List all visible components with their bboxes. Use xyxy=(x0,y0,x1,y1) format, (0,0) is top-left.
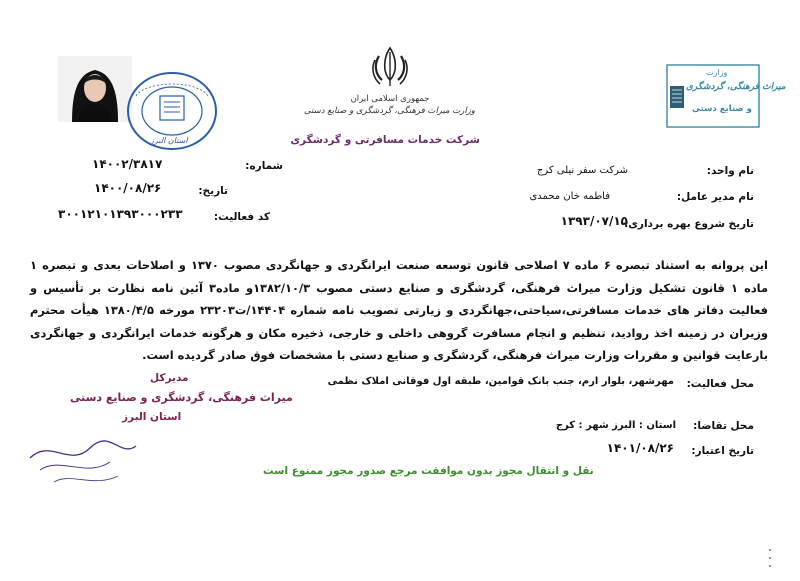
date-value: ۱۴۰۰/۰۸/۲۶ xyxy=(94,181,162,195)
signature-province: استان البرز xyxy=(122,411,182,423)
start-date-label: تاریخ شروع بهره برداری: xyxy=(624,218,754,230)
unit-name-value: شرکت سفر نیلی کرج xyxy=(536,165,628,176)
transfer-warning: نقل و انتقال مجوز بدون موافقت مرجع صدور مجوز ممنوع است xyxy=(263,465,594,477)
request-place-value: استان : البرز شهر : کرج xyxy=(555,420,676,431)
location-value: مهرشهر، بلوار ارم، جنب بانک قوامین، طبقه اول فوقانی املاک نظمی xyxy=(327,376,674,387)
validity-label: تاریخ اعتبار: xyxy=(691,445,754,457)
signature-department: میراث فرهنگی، گردشگری و صنایع دستی xyxy=(70,391,293,404)
number-label: شماره: xyxy=(245,160,283,172)
activity-code-label: کد فعالیت: xyxy=(213,211,270,223)
logo-text-line3: و صنایع دستی xyxy=(692,104,752,114)
location-label: محل فعالیت: xyxy=(686,378,754,390)
unit-name-label: نام واحد: xyxy=(706,165,754,177)
validity-value: ۱۴۰۱/۰۸/۲۶ xyxy=(606,441,674,455)
signature-title: مدیرکل xyxy=(150,372,189,384)
number-value: ۱۴۰۰۲/۳۸۱۷ xyxy=(92,157,163,171)
signature-scribble-icon xyxy=(10,398,150,498)
ministry-text: وزارت میراث فرهنگی، گردشگری و صنایع دستی xyxy=(304,106,475,116)
corner-marks-icon xyxy=(764,546,776,570)
ministry-logo xyxy=(666,64,786,128)
start-date-value: ۱۳۹۳/۰۷/۱۵ xyxy=(560,214,628,228)
iran-emblem-icon xyxy=(369,44,411,90)
activity-code-value: ۳۰۰۱۲۱۰۱۳۹۳۰۰۰۲۳۳ xyxy=(58,207,183,221)
manager-label: نام مدیر عامل: xyxy=(676,191,754,203)
logo-text-line1: وزارت xyxy=(706,68,728,77)
manager-value: فاطمه خان محمدی xyxy=(529,191,610,202)
logo-text-line2: میراث فرهنگی، گردشگری xyxy=(686,82,786,92)
request-place-label: محل تقاضا: xyxy=(693,420,754,432)
license-body-paragraph: این پروانه به استناد تبصره ۶ ماده ۷ اصلاحی قانون توسعه صنعت ایرانگردی و جهانگردی مصوب ۱۳۷۰ و اصلاحات بعدی و تبصره ۱ ماده ۱ قانون تشکیل وزارت میراث فرهنگی، گردشگری و صنایع دستی مصوب ۱۳۸۲/۱۰/۳و ماده۳ آئین نامه نظارت بر تأسیس و فعالیت دفاتر های خدمات مسافرتی،سیاحتی،جهانگردی و زیارتی تصویب نامه شماره ۱۴۴۰۴/ت۲۳۲۰۳ مورخه ۱۳۸۰/۴/۵ هیأت محترم وزیران در زمینه اخذ روادید، تنظیم و انجام مسافرت گروهی داخلی و خارجی، ذخیره مکان و هرگونه خدمات ایرانگردی و جهانگردی بارعایت قوانین و مقررات وزارت میراث فرهنگی، گردشگری و صنایع دستی با مشخصات فوق صادر گردیده است. xyxy=(30,258,769,362)
company-title: شرکت خدمات مسافرتی و گردشگری xyxy=(290,134,480,146)
republic-text: جمهوری اسلامی ایران xyxy=(350,94,430,104)
date-label: تاریخ: xyxy=(198,185,228,197)
stamp-province-text: استان البرز xyxy=(150,136,188,145)
